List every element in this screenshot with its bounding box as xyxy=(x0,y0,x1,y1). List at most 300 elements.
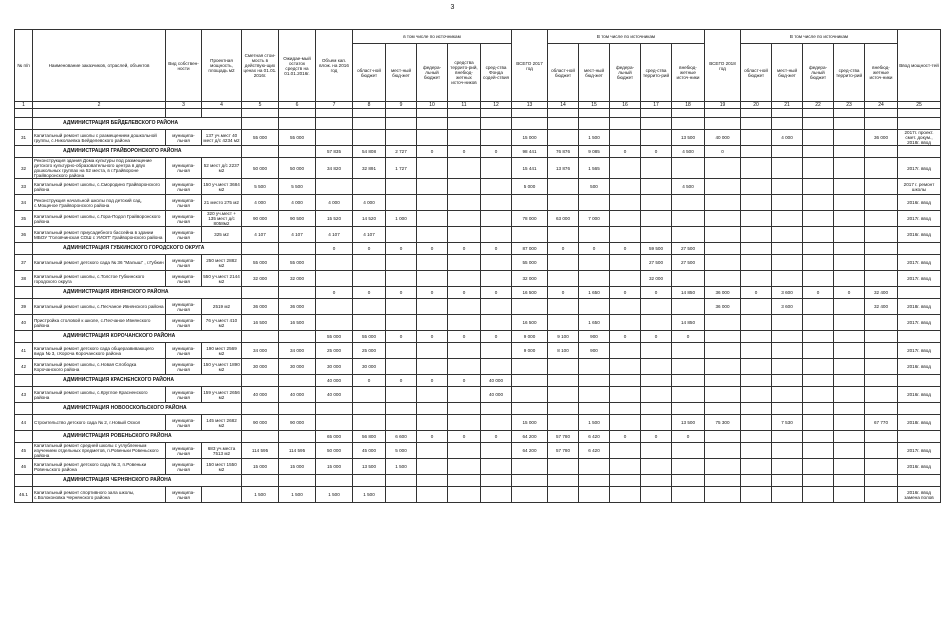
value-cell: 0 xyxy=(672,431,705,443)
value-cell xyxy=(672,343,705,359)
value-cell xyxy=(279,431,316,443)
column-number: 20 xyxy=(741,102,772,109)
ownership-type: муниципа-льная xyxy=(166,179,202,195)
column-number: 11 xyxy=(448,102,481,109)
column-number: 5 xyxy=(242,102,279,109)
value-cell xyxy=(512,227,548,243)
value-cell: 0 xyxy=(417,287,448,299)
empty-cell xyxy=(610,109,641,118)
empty-cell xyxy=(705,109,741,118)
row-number: 41 xyxy=(15,343,33,359)
value-cell xyxy=(741,343,772,359)
col-2017-federal: федера-льный бюджет xyxy=(610,44,641,102)
value-cell xyxy=(803,255,834,271)
value-cell: 0 xyxy=(386,287,417,299)
value-cell: 13 500 xyxy=(672,130,705,146)
value-cell xyxy=(772,118,803,130)
value-cell xyxy=(386,118,417,130)
object-name: Реконструкция начальной школы под детский сад, с.Мощеное Грайворонского района xyxy=(33,195,166,211)
value-cell: 40 000 xyxy=(481,375,512,387)
row-number: 36 xyxy=(15,227,33,243)
blank-row xyxy=(15,109,941,118)
column-number: 6 xyxy=(279,102,316,109)
capacity: 150 мест 1550 м2 xyxy=(202,459,242,475)
empty-cell xyxy=(548,109,579,118)
empty-cell xyxy=(166,109,202,118)
value-cell: 98 441 xyxy=(512,146,548,158)
value-cell xyxy=(512,459,548,475)
value-cell: 0 xyxy=(448,431,481,443)
value-cell xyxy=(579,487,610,503)
value-cell: 6 600 xyxy=(386,431,417,443)
value-cell: 67 770 xyxy=(865,415,898,431)
value-cell: 5 000 xyxy=(386,443,417,459)
value-cell xyxy=(481,487,512,503)
col-sources-2017: В том числе по источникам xyxy=(548,30,705,44)
value-cell xyxy=(548,255,579,271)
value-cell: 4 500 xyxy=(672,179,705,195)
value-cell xyxy=(386,255,417,271)
value-cell: 0 xyxy=(610,146,641,158)
value-cell xyxy=(834,475,865,487)
value-cell xyxy=(865,118,898,130)
row-number: 43 xyxy=(15,387,33,403)
value-cell xyxy=(448,343,481,359)
value-cell xyxy=(353,179,386,195)
value-cell xyxy=(448,315,481,331)
table-row xyxy=(15,130,941,146)
value-cell xyxy=(512,487,548,503)
value-cell xyxy=(741,475,772,487)
value-cell: 34 820 xyxy=(316,158,353,179)
commission-note: 2016г. ввод xyxy=(898,459,941,475)
value-cell xyxy=(772,227,803,243)
empty-cell xyxy=(512,109,548,118)
value-cell xyxy=(548,130,579,146)
capacity: 550 уч.мест 2144 м2 xyxy=(202,271,242,287)
section-title: АДМИНИСТРАЦИЯ НОВООСКОЛЬСКОГО РАЙОНА xyxy=(33,403,242,415)
value-cell xyxy=(279,403,316,415)
value-cell xyxy=(772,331,803,343)
value-cell: 15 000 xyxy=(279,459,316,475)
value-cell xyxy=(772,255,803,271)
value-cell: 0 xyxy=(417,431,448,443)
value-cell xyxy=(448,158,481,179)
value-cell: 14 850 xyxy=(672,315,705,331)
value-cell xyxy=(803,195,834,211)
value-cell xyxy=(579,387,610,403)
column-number: 8 xyxy=(353,102,386,109)
value-cell xyxy=(417,475,448,487)
value-cell xyxy=(512,118,548,130)
value-cell xyxy=(803,487,834,503)
value-cell xyxy=(772,359,803,375)
value-cell xyxy=(316,179,353,195)
col-2017-regional: област-ной бюджет xyxy=(548,44,579,102)
value-cell xyxy=(548,387,579,403)
value-cell: 16 500 xyxy=(512,315,548,331)
row-number: 46.1 xyxy=(15,487,33,503)
value-cell xyxy=(705,331,741,343)
value-cell xyxy=(448,271,481,287)
value-cell xyxy=(279,243,316,255)
value-cell xyxy=(448,387,481,403)
section-title: АДМИНИСТРАЦИЯ ГРАЙВОРОНСКОГО РАЙОНА xyxy=(33,146,242,158)
column-number: 22 xyxy=(803,102,834,109)
value-cell: 75 300 xyxy=(705,415,741,431)
section-title: АДМИНИСТРАЦИЯ ЧЕРНЯНСКОГО РАЙОНА xyxy=(33,475,242,487)
ownership-type: муниципа-льная xyxy=(166,158,202,179)
col-2017-territory: сред-ства террито-рий xyxy=(641,44,672,102)
value-cell xyxy=(448,195,481,211)
section-row xyxy=(15,403,941,415)
object-name: Капитальный ремонт детского сада № 36 "Малыш" , г.Губкин xyxy=(33,255,166,271)
value-cell: 0 xyxy=(316,243,353,255)
value-cell: 1 500 xyxy=(242,487,279,503)
value-cell: 0 xyxy=(353,243,386,255)
value-cell xyxy=(481,271,512,287)
value-cell xyxy=(741,459,772,475)
value-cell: 32 400 xyxy=(865,287,898,299)
value-cell xyxy=(741,403,772,415)
capacity: 137 уч.мест 40 мест д/с 4234 м2 xyxy=(202,130,242,146)
value-cell xyxy=(741,158,772,179)
object-name: Капитальный ремонт школы, с.Смородино Грайворонского района xyxy=(33,179,166,195)
value-cell xyxy=(548,359,579,375)
value-cell: 4 107 xyxy=(316,227,353,243)
register-body xyxy=(15,109,941,503)
value-cell xyxy=(865,331,898,343)
object-name: Капитальный ремонт средней школы с углубленным изучением отдельных предметов, п.Ровеньки Ровеньского района xyxy=(33,443,166,459)
ownership-type: муниципа-льная xyxy=(166,343,202,359)
value-cell xyxy=(481,343,512,359)
value-cell xyxy=(834,403,865,415)
value-cell: 3 600 xyxy=(772,287,803,299)
value-cell xyxy=(741,243,772,255)
table-row xyxy=(15,415,941,431)
value-cell: 0 xyxy=(672,331,705,343)
value-cell xyxy=(579,359,610,375)
value-cell: 90 500 xyxy=(279,211,316,227)
value-cell xyxy=(803,387,834,403)
section-row xyxy=(15,243,941,255)
value-cell xyxy=(417,158,448,179)
empty-cell xyxy=(202,109,242,118)
capacity: 250 мест 2882 м2 xyxy=(202,255,242,271)
row-number: 35 xyxy=(15,211,33,227)
value-cell xyxy=(579,459,610,475)
value-cell: 0 xyxy=(481,146,512,158)
value-cell xyxy=(448,255,481,271)
section-row xyxy=(15,375,941,387)
commission-note: 2017г. ввод xyxy=(898,255,941,271)
value-cell xyxy=(417,299,448,315)
value-cell: 34 000 xyxy=(242,343,279,359)
value-cell xyxy=(448,443,481,459)
value-cell: 34 000 xyxy=(279,343,316,359)
value-cell xyxy=(579,255,610,271)
value-cell xyxy=(741,359,772,375)
value-cell xyxy=(386,179,417,195)
column-number: 10 xyxy=(417,102,448,109)
value-cell xyxy=(741,118,772,130)
value-cell xyxy=(353,403,386,415)
empty-cell xyxy=(15,287,33,299)
col-2018-federal: федера-льный бюджет xyxy=(803,44,834,102)
value-cell xyxy=(481,475,512,487)
value-cell: 8 100 xyxy=(548,343,579,359)
value-cell xyxy=(898,287,941,299)
value-cell: 500 xyxy=(579,179,610,195)
value-cell xyxy=(417,315,448,331)
value-cell: 4 107 xyxy=(279,227,316,243)
value-cell xyxy=(834,315,865,331)
value-cell xyxy=(610,255,641,271)
value-cell: 1 500 xyxy=(386,459,417,475)
ownership-type: муниципа-льная xyxy=(166,227,202,243)
value-cell xyxy=(641,487,672,503)
value-cell xyxy=(741,211,772,227)
value-cell xyxy=(865,158,898,179)
value-cell xyxy=(353,415,386,431)
value-cell xyxy=(417,195,448,211)
value-cell xyxy=(705,118,741,130)
value-cell: 65 000 xyxy=(316,431,353,443)
col-2016-federal: федера-льный бюджет xyxy=(417,44,448,102)
value-cell xyxy=(741,443,772,459)
value-cell: 114 595 xyxy=(279,443,316,459)
value-cell xyxy=(672,375,705,387)
ownership-type: муниципа-льная xyxy=(166,415,202,431)
value-cell xyxy=(417,487,448,503)
value-cell xyxy=(279,146,316,158)
value-cell xyxy=(641,179,672,195)
value-cell xyxy=(898,331,941,343)
value-cell xyxy=(865,359,898,375)
col-2018-territory: сред-ства террито-рий xyxy=(834,44,865,102)
value-cell xyxy=(548,403,579,415)
value-cell: 27 500 xyxy=(641,255,672,271)
empty-cell xyxy=(33,109,166,118)
ownership-type: муниципа-льная xyxy=(166,459,202,475)
empty-cell xyxy=(15,375,33,387)
row-number: 33 xyxy=(15,179,33,195)
col-2016-local: мест-ный бюд-жет xyxy=(386,44,417,102)
capacity: 150 уч.мест 3684 м2 xyxy=(202,179,242,195)
value-cell xyxy=(279,475,316,487)
value-cell xyxy=(353,118,386,130)
col-2016-territory: средства террито-рий, внебюд-жетных источ-ников xyxy=(448,44,481,102)
empty-cell xyxy=(386,109,417,118)
section-title: АДМИНИСТРАЦИЯ ГУБКИНСКОГО ГОРОДСКОГО ОКРУГА xyxy=(33,243,242,255)
value-cell: 5 500 xyxy=(279,179,316,195)
value-cell: 55 000 xyxy=(279,130,316,146)
capacity: 52 мест д/с 2237 м2 xyxy=(202,158,242,179)
value-cell xyxy=(865,343,898,359)
value-cell xyxy=(448,487,481,503)
capacity xyxy=(202,487,242,503)
row-number: 42 xyxy=(15,359,33,375)
column-number: 16 xyxy=(610,102,641,109)
empty-cell xyxy=(481,109,512,118)
col-name: Наименование заказчиков, отраслей, объектов xyxy=(33,30,166,102)
value-cell xyxy=(512,387,548,403)
value-cell xyxy=(865,403,898,415)
value-cell: 1 650 xyxy=(579,315,610,331)
value-cell: 0 xyxy=(610,331,641,343)
value-cell xyxy=(242,118,279,130)
value-cell xyxy=(386,343,417,359)
value-cell xyxy=(865,243,898,255)
value-cell xyxy=(316,299,353,315)
value-cell xyxy=(481,179,512,195)
value-cell: 7 000 xyxy=(579,211,610,227)
value-cell xyxy=(705,343,741,359)
value-cell: 5 500 xyxy=(242,179,279,195)
value-cell xyxy=(448,179,481,195)
column-number: 9 xyxy=(386,102,417,109)
value-cell xyxy=(834,146,865,158)
value-cell xyxy=(865,255,898,271)
value-cell xyxy=(512,475,548,487)
value-cell: 57 780 xyxy=(548,443,579,459)
value-cell: 32 000 xyxy=(512,271,548,287)
value-cell xyxy=(242,431,279,443)
commission-note: 2017г. ввод xyxy=(898,271,941,287)
value-cell xyxy=(386,195,417,211)
value-cell xyxy=(353,130,386,146)
col-volume-2016: Объем кап. влож. на 2016 год xyxy=(316,30,353,102)
table-row xyxy=(15,179,941,195)
value-cell xyxy=(417,415,448,431)
object-name: Капитальный ремонт школы с размещением дошкольной группы, с.Николаевка Бейделевского района xyxy=(33,130,166,146)
value-cell xyxy=(672,299,705,315)
value-cell xyxy=(705,255,741,271)
col-2017-local: мест-ный бюд-жет xyxy=(579,44,610,102)
value-cell xyxy=(641,443,672,459)
value-cell xyxy=(865,475,898,487)
value-cell: 1 000 xyxy=(386,211,417,227)
value-cell xyxy=(610,130,641,146)
value-cell: 15 000 xyxy=(512,130,548,146)
value-cell xyxy=(353,255,386,271)
empty-cell xyxy=(15,146,33,158)
value-cell: 14 520 xyxy=(353,211,386,227)
value-cell xyxy=(641,158,672,179)
value-cell xyxy=(579,271,610,287)
value-cell xyxy=(548,415,579,431)
value-cell xyxy=(772,343,803,359)
value-cell xyxy=(672,443,705,459)
value-cell xyxy=(834,243,865,255)
page-number: 3 xyxy=(450,4,455,11)
value-cell: 4 000 xyxy=(772,130,803,146)
value-cell xyxy=(512,195,548,211)
value-cell xyxy=(242,331,279,343)
value-cell xyxy=(705,227,741,243)
table-row xyxy=(15,359,941,375)
value-cell xyxy=(705,375,741,387)
col-sources-2018: В том числе по источникам xyxy=(741,30,898,44)
value-cell xyxy=(641,227,672,243)
value-cell xyxy=(803,227,834,243)
value-cell: 4 000 xyxy=(353,195,386,211)
value-cell xyxy=(481,227,512,243)
value-cell: 27 500 xyxy=(672,255,705,271)
commission-note: 2017г. проект. смет. докум., 2018г. ввод xyxy=(898,130,941,146)
value-cell: 36 000 xyxy=(705,287,741,299)
row-number: 32 xyxy=(15,158,33,179)
value-cell: 57 835 xyxy=(316,146,353,158)
value-cell xyxy=(803,271,834,287)
value-cell: 13 500 xyxy=(353,459,386,475)
section-row xyxy=(15,431,941,443)
object-name: Пристройка столовой к школе, с.Песчаное Ивнянского района xyxy=(33,315,166,331)
col-row-no: № п/п xyxy=(15,30,33,102)
value-cell xyxy=(386,387,417,403)
value-cell xyxy=(548,315,579,331)
value-cell xyxy=(548,179,579,195)
value-cell xyxy=(610,211,641,227)
value-cell xyxy=(316,403,353,415)
value-cell xyxy=(417,359,448,375)
value-cell: 4 500 xyxy=(672,146,705,158)
value-cell xyxy=(672,118,705,130)
column-number: 25 xyxy=(898,102,941,109)
commission-note: 2016г. ввод xyxy=(898,359,941,375)
value-cell xyxy=(641,359,672,375)
value-cell: 40 000 xyxy=(279,387,316,403)
table-row xyxy=(15,443,941,459)
value-cell xyxy=(548,375,579,387)
object-name: Реконструкция здания Дома культуры под размещение детского культурно-образовательного центра в двух дошкольных группах на 52 места, в г.Грайвороне Грайворонского района xyxy=(33,158,166,179)
capacity: 145 мест 2682 м2 xyxy=(202,415,242,431)
value-cell: 30 000 xyxy=(279,359,316,375)
value-cell xyxy=(548,487,579,503)
value-cell: 40 000 xyxy=(481,387,512,403)
value-cell xyxy=(448,459,481,475)
empty-cell xyxy=(316,109,353,118)
value-cell xyxy=(386,130,417,146)
value-cell xyxy=(610,387,641,403)
value-cell xyxy=(579,118,610,130)
value-cell xyxy=(741,431,772,443)
value-cell xyxy=(803,118,834,130)
value-cell xyxy=(772,459,803,475)
value-cell xyxy=(242,287,279,299)
value-cell: 64 200 xyxy=(512,431,548,443)
value-cell xyxy=(481,255,512,271)
value-cell xyxy=(316,118,353,130)
value-cell xyxy=(481,443,512,459)
value-cell xyxy=(641,195,672,211)
capacity: 159 уч.мест 2656 м2 xyxy=(202,387,242,403)
value-cell: 40 000 xyxy=(705,130,741,146)
value-cell: 0 xyxy=(579,243,610,255)
col-2018-local: мест-ный бюд-жет xyxy=(772,44,803,102)
value-cell xyxy=(865,179,898,195)
value-cell: 4 000 xyxy=(279,195,316,211)
investment-register-table xyxy=(14,29,941,503)
value-cell: 32 000 xyxy=(242,271,279,287)
column-number: 4 xyxy=(202,102,242,109)
section-row xyxy=(15,331,941,343)
value-cell xyxy=(834,415,865,431)
value-cell xyxy=(481,195,512,211)
value-cell xyxy=(353,315,386,331)
object-name: Капитальный ремонт школы, с.Толстое Губкинского городского округа xyxy=(33,271,166,287)
value-cell xyxy=(579,475,610,487)
